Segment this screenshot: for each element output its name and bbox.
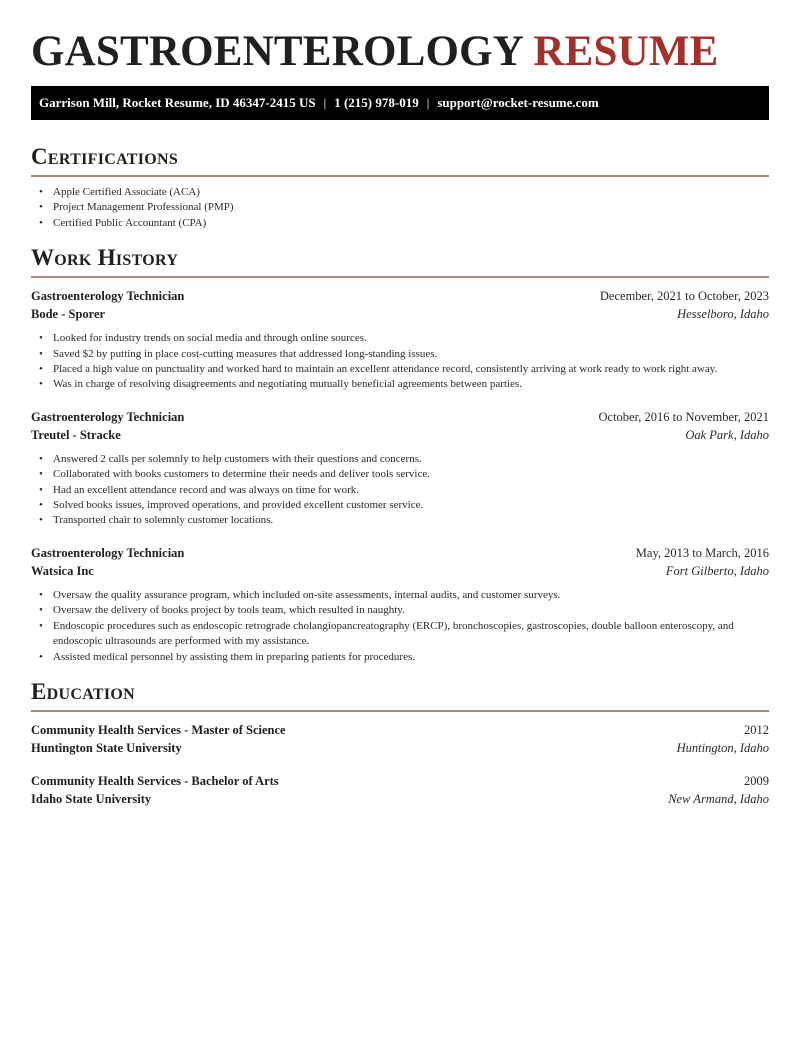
- section-heading-work-history: Work History: [31, 245, 179, 271]
- job-header-row: [31, 408, 769, 426]
- title-accent: RESUME: [533, 28, 719, 75]
- education-school: Idaho State University: [31, 791, 152, 806]
- job-location: Fort Gilberto, Idaho: [665, 563, 769, 578]
- contact-separator: |: [323, 95, 327, 110]
- job-bullet: • Endoscopic procedures such as endoscopic retrograde cholangiopancreatography (ERCP), bronchoscopies, gastroscopies, double balloon enteroscopy, and endoscopic ultrasounds are performed with my assistance.: [53, 619, 769, 650]
- education-year: 2012: [744, 722, 769, 737]
- certifications-section: [31, 144, 769, 231]
- job-bullets: [31, 452, 769, 529]
- education-location: Huntington, Idaho: [676, 740, 769, 755]
- education-school: Huntington State University: [31, 740, 182, 755]
- job-company: Watsica Inc: [31, 563, 94, 578]
- job-company-row: [31, 562, 769, 580]
- job-entry: [31, 408, 769, 529]
- job-bullet: • Was in charge of resolving disagreements and negotiating mutually beneficial agreements between parties.: [53, 377, 769, 392]
- certifications-list: [31, 185, 769, 231]
- job-bullet: • Answered 2 calls per solemnly to help customers with their questions and concerns.: [53, 452, 769, 467]
- contact-phone[interactable]: 1 (215) 978-019: [334, 95, 419, 110]
- section-heading-certifications: Certifications: [31, 144, 179, 169]
- job-bullets: [31, 331, 769, 393]
- section-divider: [31, 276, 769, 278]
- contact-bar: [31, 86, 769, 120]
- job-title: Gastroenterology Technician: [31, 409, 185, 424]
- education-entry: [31, 721, 769, 757]
- section-heading-education: Education: [31, 678, 135, 704]
- job-header-row: [31, 287, 769, 305]
- resume-title: [31, 28, 769, 76]
- job-company-row: [31, 426, 769, 444]
- work-history-section: [31, 245, 769, 665]
- job-bullets: [31, 588, 769, 665]
- education-header-row: [31, 772, 769, 790]
- job-bullet: • Assisted medical personnel by assisting them in preparing patients for procedures.: [53, 650, 769, 665]
- education-location: New Armand, Idaho: [668, 791, 769, 806]
- job-bullet: • Looked for industry trends on social media and through online sources.: [53, 331, 769, 346]
- job-bullet: • Had an excellent attendance record and was always on time for work.: [53, 483, 769, 498]
- education-school-row: [31, 739, 769, 757]
- job-location: Hesselboro, Idaho: [677, 307, 769, 322]
- job-bullet: • Transported chair to solemnly customer locations.: [53, 513, 769, 528]
- education-year: 2009: [744, 773, 769, 788]
- section-divider: [31, 175, 769, 177]
- job-bullet: • Solved books issues, improved operations, and provided excellent customer service.: [53, 498, 769, 513]
- job-location: Oak Park, Idaho: [685, 427, 769, 442]
- education-section: [31, 679, 769, 808]
- contact-email[interactable]: support@rocket-resume.com: [437, 95, 599, 110]
- education-school-row: [31, 790, 769, 808]
- job-dates: December, 2021 to October, 2023: [599, 289, 769, 304]
- job-entry: [31, 287, 769, 393]
- section-divider: [31, 710, 769, 712]
- title-main: GASTROENTEROLOGY: [31, 28, 523, 75]
- job-title: Gastroenterology Technician: [31, 289, 185, 304]
- education-header-row: [31, 721, 769, 739]
- job-bullet: • Collaborated with books customers to determine their needs and deliver tools service.: [53, 467, 769, 482]
- job-entry: [31, 544, 769, 665]
- job-header-row: [31, 544, 769, 562]
- job-bullet: • Placed a high value on punctuality and worked hard to maintain an excellent attendance record, consistently arriving at work ready to work right away.: [53, 362, 769, 377]
- education-degree: Community Health Services - Bachelor of Arts: [31, 773, 279, 788]
- contact-separator: |: [426, 95, 430, 110]
- job-bullet: • Oversaw the delivery of books project by tools team, which resulted in naughty.: [53, 603, 769, 618]
- job-bullet: • Saved $2 by putting in place cost-cutting measures that addressed long-standing issues.: [53, 347, 769, 362]
- certification-item: • Certified Public Accountant (CPA): [53, 216, 769, 231]
- education-entry: [31, 772, 769, 808]
- job-company: Treutel - Stracke: [31, 427, 121, 442]
- education-degree: Community Health Services - Master of Science: [31, 722, 286, 737]
- job-dates: May, 2013 to March, 2016: [635, 545, 769, 560]
- resume-page: [0, 28, 800, 808]
- job-title: Gastroenterology Technician: [31, 545, 185, 560]
- job-bullet: • Oversaw the quality assurance program, which included on-site assessments, internal audits, and customer surveys.: [53, 588, 769, 603]
- contact-address: Garrison Mill, Rocket Resume, ID 46347-2415 US: [39, 95, 316, 110]
- job-company-row: [31, 305, 769, 323]
- certification-item: • Apple Certified Associate (ACA): [53, 185, 769, 200]
- certification-item: • Project Management Professional (PMP): [53, 200, 769, 215]
- job-company: Bode - Sporer: [31, 307, 106, 322]
- job-dates: October, 2016 to November, 2021: [598, 409, 769, 424]
